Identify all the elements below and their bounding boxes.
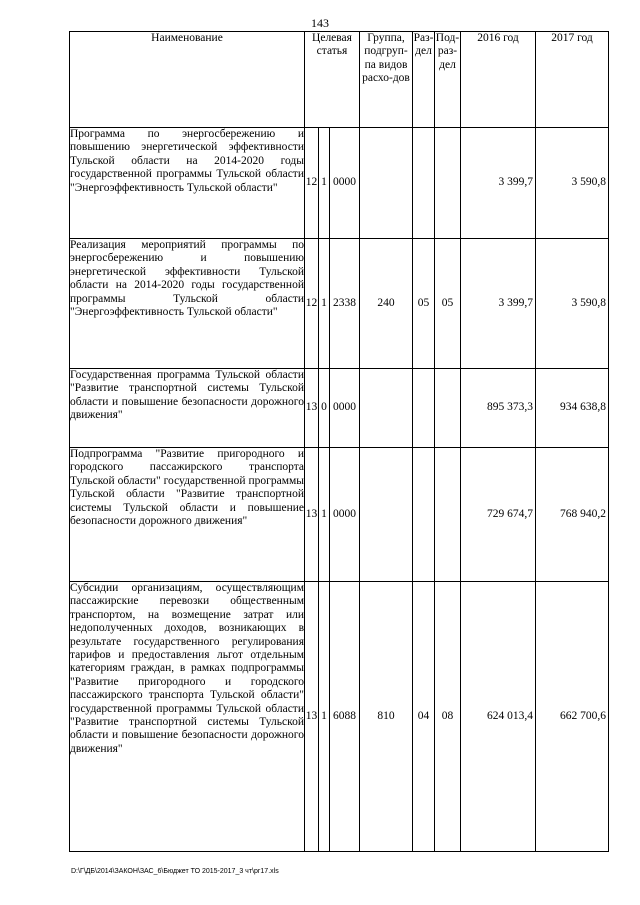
cell-group bbox=[360, 369, 413, 448]
cell-subsection bbox=[435, 448, 461, 582]
code-subprogram: 1 bbox=[319, 582, 330, 852]
cell-2016: 3 399,7 bbox=[461, 239, 536, 369]
code-direction: 0000 bbox=[330, 128, 360, 239]
cell-2016: 3 399,7 bbox=[461, 128, 536, 239]
cell-2016: 624 013,4 bbox=[461, 582, 536, 852]
header-section: Раз-дел bbox=[413, 32, 435, 128]
code-direction: 0000 bbox=[330, 369, 360, 448]
row-name: Государственная программа Тульской области "Развитие транспортной системы Тульской области и повышение безопасности дорожного движения" bbox=[70, 369, 305, 448]
row-name: Реализация мероприятий программы по энергосбережению и повышению энергетической эффективности Тульской области на 2014-2020 годы государственной программы Тульской области "Энергоэффективность Тульской области" bbox=[70, 239, 305, 369]
table-row bbox=[70, 582, 609, 852]
cell-2016: 895 373,3 bbox=[461, 369, 536, 448]
table-row bbox=[70, 369, 609, 448]
table-row bbox=[70, 448, 609, 582]
code-direction: 6088 bbox=[330, 582, 360, 852]
cell-subsection: 05 bbox=[435, 239, 461, 369]
header-row bbox=[70, 32, 609, 128]
cell-2017: 934 638,8 bbox=[536, 369, 609, 448]
code-program: 12 bbox=[305, 128, 319, 239]
code-subprogram: 1 bbox=[319, 128, 330, 239]
header-group: Группа, подгруп-па видов расхо-дов bbox=[360, 32, 413, 128]
cell-2017: 3 590,8 bbox=[536, 239, 609, 369]
cell-section bbox=[413, 128, 435, 239]
row-name: Подпрограмма "Развитие пригородного и городского пассажирского транспорта Тульской области" государственной программы Тульской области "Развитие транспортной системы Тульской области и повышение безопасности дорожного движения" bbox=[70, 448, 305, 582]
cell-2017: 768 940,2 bbox=[536, 448, 609, 582]
page-number: 143 bbox=[311, 16, 329, 30]
code-program: 13 bbox=[305, 448, 319, 582]
cell-group: 240 bbox=[360, 239, 413, 369]
cell-group bbox=[360, 448, 413, 582]
header-name: Наименование bbox=[70, 32, 305, 128]
cell-subsection bbox=[435, 128, 461, 239]
row-name: Субсидии организациям, осуществляющим пассажирские перевозки общественным транспортом, на возмещение затрат или недополученных доходов, возникающих в результате государственного регулирования тарифов и предоставления льгот отдельным категориям граждан, в рамках подпрограммы "Развитие пригородного и городского пассажирского транспорта Тульской области" государственной программы Тульской области "Развитие транспортной системы Тульской области и повышение безопасности дорожного движения" bbox=[70, 582, 305, 852]
code-direction: 2338 bbox=[330, 239, 360, 369]
code-program: 13 bbox=[305, 369, 319, 448]
cell-group: 810 bbox=[360, 582, 413, 852]
row-name: Программа по энергосбережению и повышению энергетической эффективности Тульской области на 2014-2020 годы государственной программы Тульской области "Энергоэффективность Тульской области" bbox=[70, 128, 305, 239]
code-program: 12 bbox=[305, 239, 319, 369]
header-target-article: Целевая статья bbox=[305, 32, 360, 128]
cell-2017: 662 700,6 bbox=[536, 582, 609, 852]
header-2017: 2017 год bbox=[536, 32, 609, 128]
code-subprogram: 0 bbox=[319, 369, 330, 448]
cell-group bbox=[360, 128, 413, 239]
cell-2017: 3 590,8 bbox=[536, 128, 609, 239]
cell-section: 05 bbox=[413, 239, 435, 369]
cell-subsection: 08 bbox=[435, 582, 461, 852]
table-row bbox=[70, 128, 609, 239]
code-subprogram: 1 bbox=[319, 239, 330, 369]
header-2016: 2016 год bbox=[461, 32, 536, 128]
file-path-footer: D:\Г\ДБ\2014\ЗАКОН\ЗАС_6\Бюджет ТО 2015-2017_3 чт\рг17.xls bbox=[71, 868, 279, 875]
header-subsection: Под-раз-дел bbox=[435, 32, 461, 128]
code-direction: 0000 bbox=[330, 448, 360, 582]
table-row bbox=[70, 239, 609, 369]
code-subprogram: 1 bbox=[319, 448, 330, 582]
budget-table bbox=[69, 31, 609, 852]
cell-section: 04 bbox=[413, 582, 435, 852]
code-program: 13 bbox=[305, 582, 319, 852]
cell-subsection bbox=[435, 369, 461, 448]
cell-2016: 729 674,7 bbox=[461, 448, 536, 582]
cell-section bbox=[413, 369, 435, 448]
cell-section bbox=[413, 448, 435, 582]
